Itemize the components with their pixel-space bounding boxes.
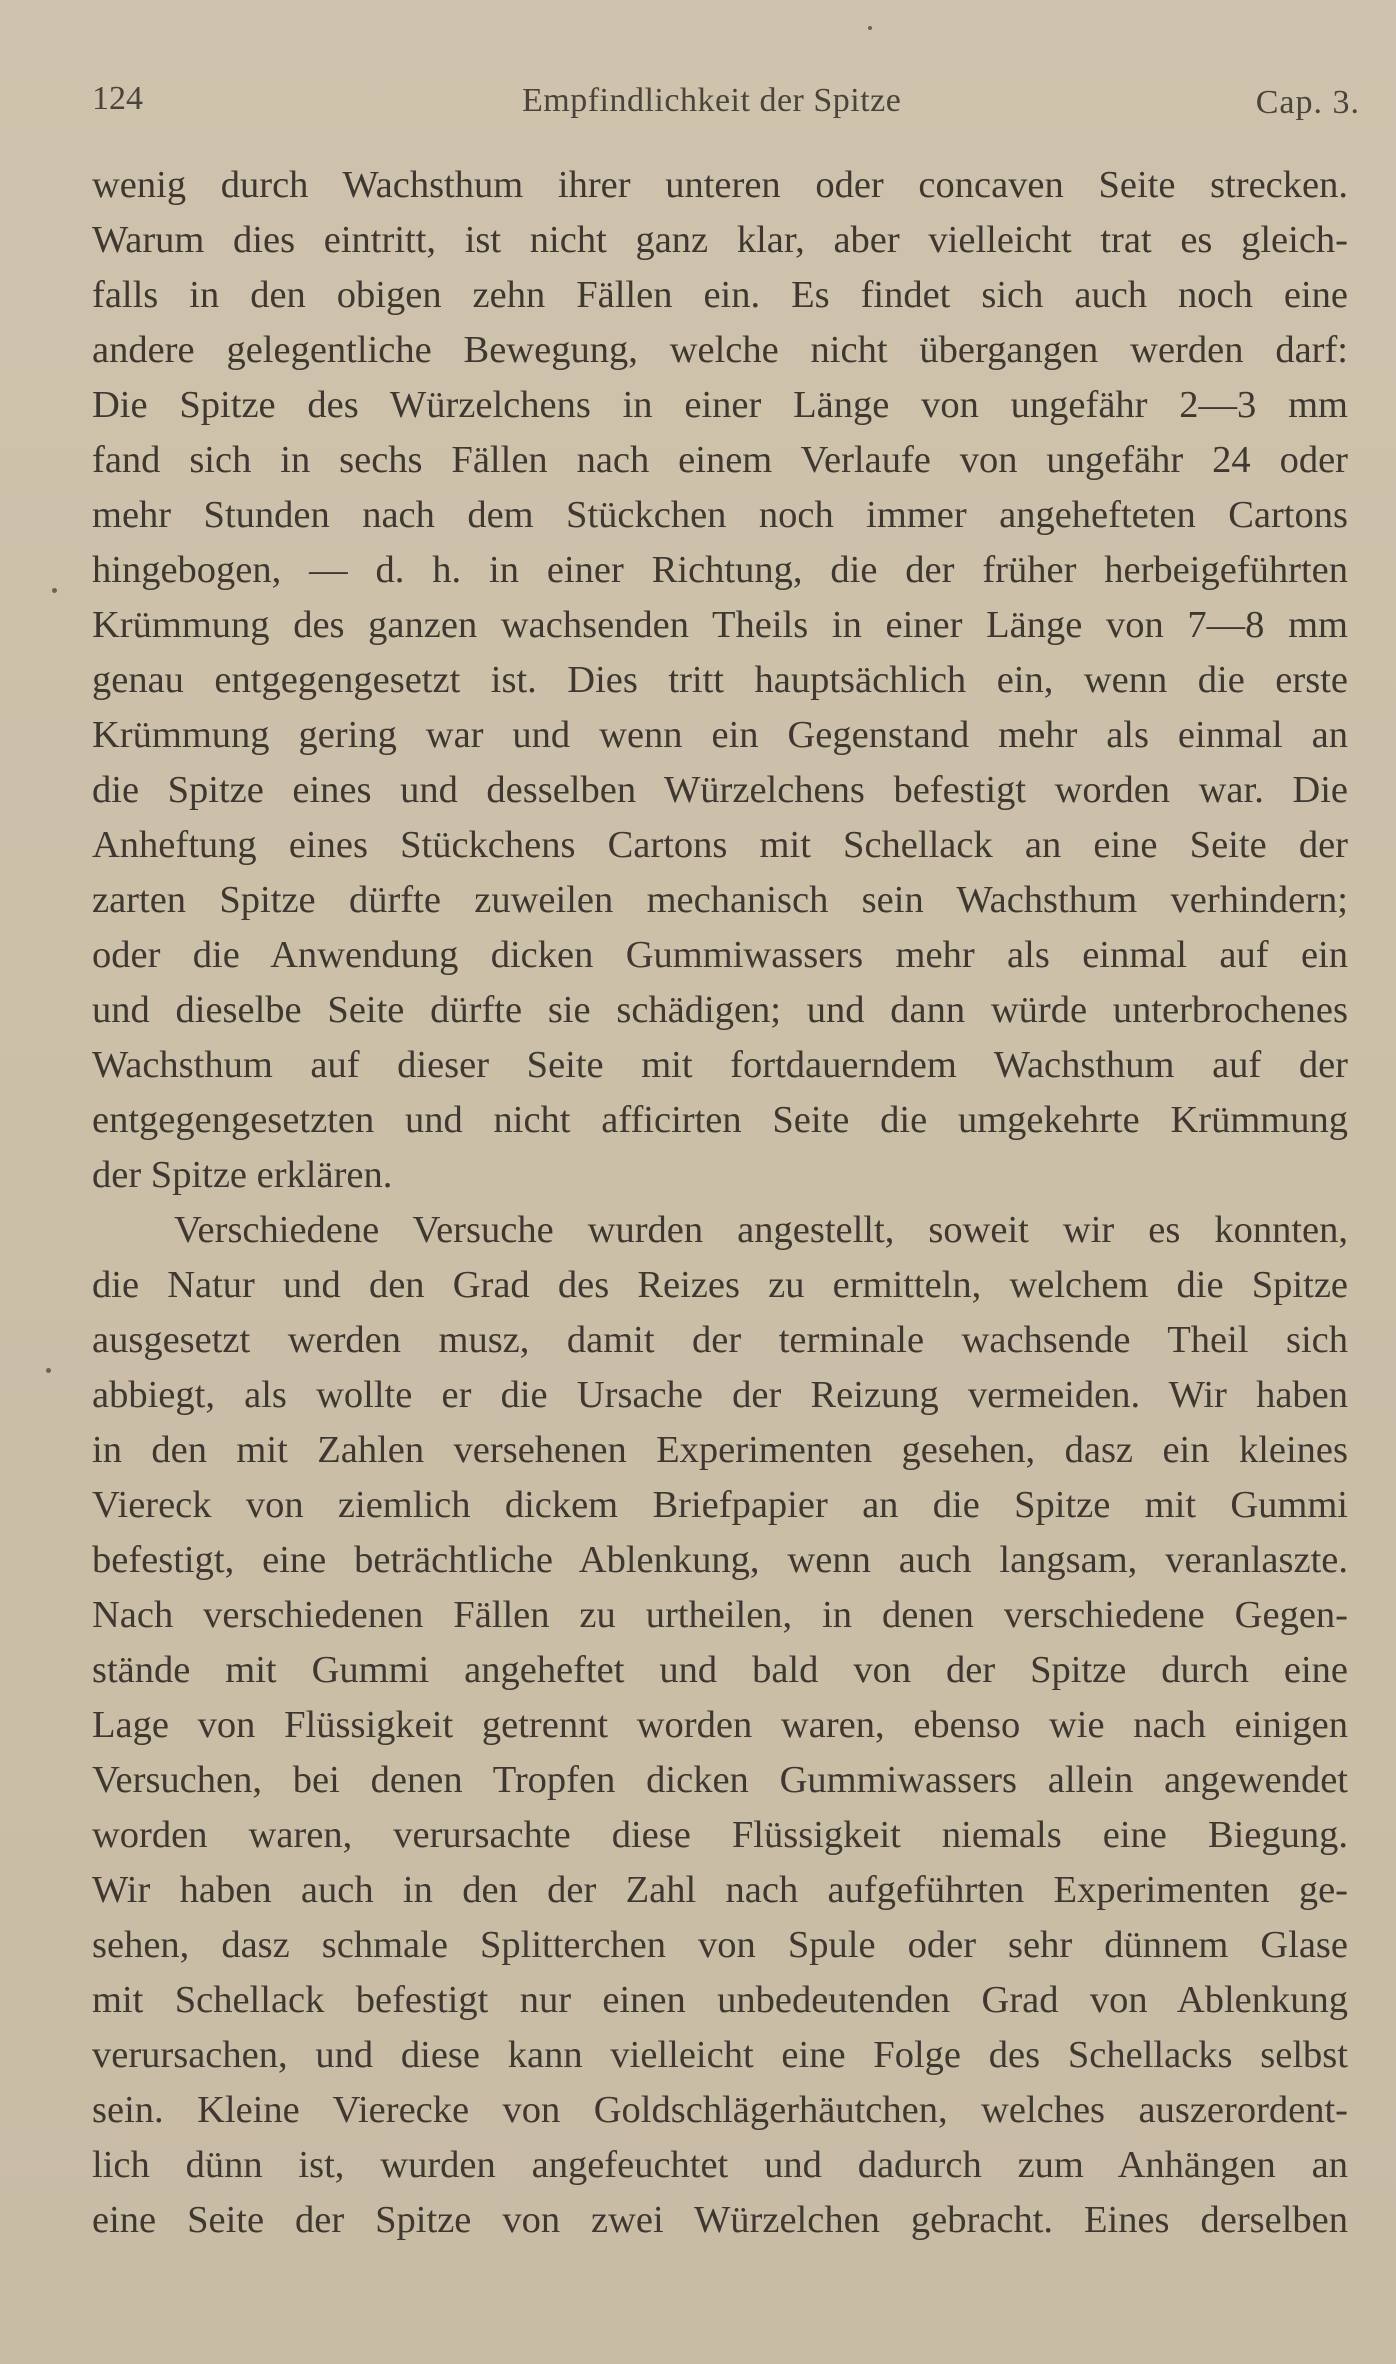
text-line: genau entgegengesetzt ist. Dies tritt hauptsächlich ein, wenn die erste (92, 659, 1348, 701)
text-line: befestigt, eine beträchtliche Ablenkung, wenn auch langsam, veranlaszte. (92, 1539, 1348, 1581)
text-line: abbiegt, als wollte er die Ursache der Reizung vermeiden. Wir haben (92, 1374, 1348, 1416)
text-line: Versuchen, bei denen Tropfen dicken Gummiwassers allein angewendet (92, 1759, 1348, 1801)
text-line: lich dünn ist, wurden angefeuchtet und dadurch zum Anhängen an (92, 2144, 1348, 2186)
text-line: wenig durch Wachsthum ihrer unteren oder concaven Seite strecken. (92, 164, 1348, 206)
text-line: Nach verschiedenen Fällen zu urtheilen, in denen verschiedene Gegen- (92, 1594, 1348, 1636)
text-line: und dieselbe Seite dürfte sie schädigen; und dann würde unterbrochenes (92, 989, 1348, 1031)
text-line: Wachsthum auf dieser Seite mit fortdauerndem Wachsthum auf der (92, 1044, 1348, 1086)
text-line: oder die Anwendung dicken Gummiwassers mehr als einmal auf ein (92, 934, 1348, 976)
text-line: entgegengesetzten und nicht afficirten Seite die umgekehrte Krümmung (92, 1099, 1348, 1141)
text-line: verursachen, und diese kann vielleicht eine Folge des Schellacks selbst (92, 2034, 1348, 2076)
page-number: 124 (92, 80, 143, 117)
text-line: andere gelegentliche Bewegung, welche nicht übergangen werden darf: (92, 329, 1348, 371)
text-line: Anheftung eines Stückchens Cartons mit Schellack an eine Seite der (92, 824, 1348, 866)
text-line: Warum dies eintritt, ist nicht ganz klar, aber vielleicht trat es gleich- (92, 219, 1348, 261)
body-text (92, 158, 1348, 2248)
running-title: Empfindlichkeit der Spitze (522, 82, 902, 119)
text-line: fand sich in sechs Fällen nach einem Verlaufe von ungefähr 24 oder (92, 439, 1348, 481)
text-line: die Natur und den Grad des Reizes zu ermitteln, welchem die Spitze (92, 1264, 1348, 1306)
running-header (92, 80, 1360, 130)
text-line: Wir haben auch in den der Zahl nach aufgeführten Experimenten ge- (92, 1869, 1348, 1911)
text-line: sehen, dasz schmale Splitterchen von Spule oder sehr dünnem Glase (92, 1924, 1348, 1966)
text-line: Die Spitze des Würzelchens in einer Länge von ungefähr 2—3 mm (92, 384, 1348, 426)
text-line: in den mit Zahlen versehenen Experimenten gesehen, dasz ein kleines (92, 1429, 1348, 1471)
text-line: mehr Stunden nach dem Stückchen noch immer angehefteten Cartons (92, 494, 1348, 536)
text-line: sein. Kleine Vierecke von Goldschlägerhäutchen, welches auszerordent- (92, 2089, 1348, 2131)
text-line: Viereck von ziemlich dickem Briefpapier an die Spitze mit Gummi (92, 1484, 1348, 1526)
paragraph-1 (92, 158, 1348, 1203)
text-line: Lage von Flüssigkeit getrennt worden waren, ebenso wie nach einigen (92, 1704, 1348, 1746)
text-line: falls in den obigen zehn Fällen ein. Es findet sich auch noch eine (92, 274, 1348, 316)
text-line: der Spitze erklären. (92, 1154, 393, 1196)
text-line: worden waren, verursachte diese Flüssigkeit niemals eine Biegung. (92, 1814, 1348, 1856)
text-line: stände mit Gummi angeheftet und bald von der Spitze durch eine (92, 1649, 1348, 1691)
text-line: zarten Spitze dürfte zuweilen mechanisch sein Wachsthum verhindern; (92, 879, 1348, 921)
text-line: die Spitze eines und desselben Würzelchens befestigt worden war. Die (92, 769, 1348, 811)
text-line: Krümmung des ganzen wachsenden Theils in einer Länge von 7—8 mm (92, 604, 1348, 646)
text-line: eine Seite der Spitze von zwei Würzelchen gebracht. Eines derselben (92, 2199, 1348, 2241)
text-line: Krümmung gering war und wenn ein Gegenstand mehr als einmal an (92, 714, 1348, 756)
margin-speck (868, 26, 872, 30)
text-line: Verschiedene Versuche wurden angestellt, soweit wir es konnten, (174, 1209, 1348, 1251)
text-line: mit Schellack befestigt nur einen unbedeutenden Grad von Ablenkung (92, 1979, 1348, 2021)
margin-speck (46, 1368, 51, 1373)
text-line: ausgesetzt werden musz, damit der terminale wachsende Theil sich (92, 1319, 1348, 1361)
text-line: hingebogen, — d. h. in einer Richtung, die der früher herbeigeführten (92, 549, 1348, 591)
margin-speck (52, 588, 57, 593)
chapter-label: Cap. 3. (1255, 84, 1360, 121)
paragraph-2 (92, 1203, 1348, 2248)
